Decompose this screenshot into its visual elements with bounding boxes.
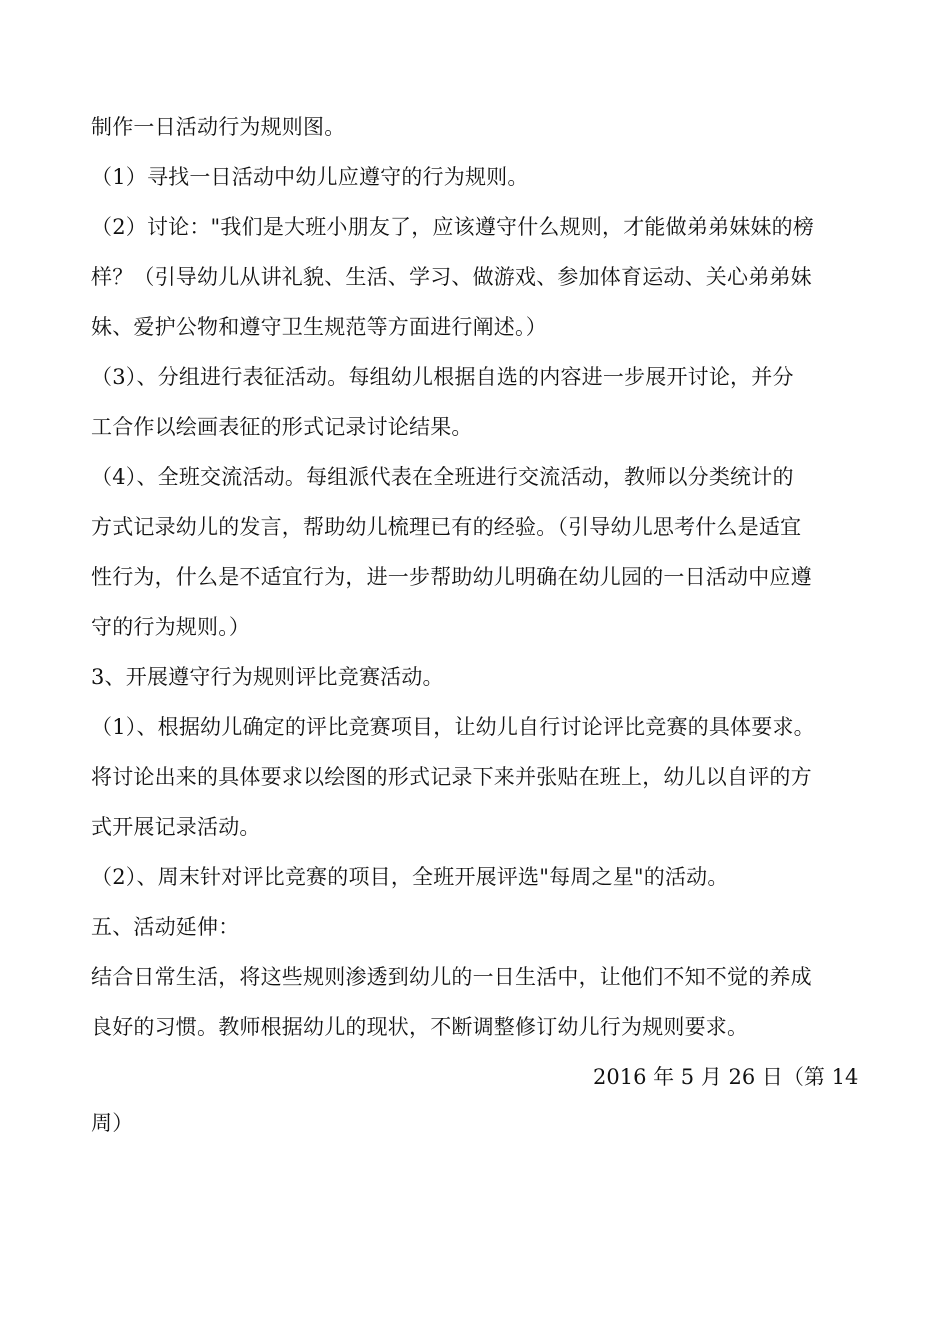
text-line-4: 样？（引导幼儿从讲礼貌、生活、学习、做游戏、参加体育运动、关心弟弟妹	[91, 265, 812, 289]
text-line-15: 式开展记录活动。	[91, 815, 261, 839]
text-line-19: 良好的习惯。教师根据幼儿的现状，不断调整修订幼儿行为规则要求。	[91, 1015, 749, 1039]
text-line-9: 方式记录幼儿的发言，帮助幼儿梳理已有的经验。（引导幼儿思考什么是适宜	[91, 515, 802, 539]
text-line-6: （3）、分组进行表征活动。每组幼儿根据自选的内容进一步展开讨论，并分	[91, 365, 794, 389]
text-line-11: 守的行为规则。）	[91, 615, 251, 639]
text-line-7: 工合作以绘画表征的形式记录讨论结果。	[91, 415, 473, 439]
section-heading-5: 五、活动延伸：	[91, 915, 240, 939]
text-line-2: （1）寻找一日活动中幼儿应遵守的行为规则。	[91, 165, 529, 189]
text-line-18: 结合日常生活，将这些规则渗透到幼儿的一日生活中，让他们不知不觉的养成	[91, 965, 812, 989]
date-line: 2016 年 5 月 26 日（第 14	[593, 1065, 859, 1089]
text-line-10: 性行为，什么是不适宜行为，进一步帮助幼儿明确在幼儿园的一日活动中应遵	[91, 565, 812, 589]
section-heading-3: 3、开展遵守行为规则评比竞赛活动。	[91, 665, 444, 689]
text-line-16: （2）、周末针对评比竞赛的项目，全班开展评选"每周之星"的活动。	[91, 865, 729, 889]
text-line-14: 将讨论出来的具体要求以绘图的形式记录下来并张贴在班上，幼儿以自评的方	[91, 765, 812, 789]
date-continuation: 周）	[91, 1111, 134, 1135]
text-line-8: （4）、全班交流活动。每组派代表在全班进行交流活动，教师以分类统计的	[91, 465, 794, 489]
text-line-5: 妹、爱护公物和遵守卫生规范等方面进行阐述。）	[91, 315, 547, 339]
text-line-3: （2）讨论："我们是大班小朋友了，应该遵守什么规则，才能做弟弟妹妹的榜	[91, 215, 815, 239]
text-line-13: （1）、根据幼儿确定的评比竞赛项目，让幼儿自行讨论评比竞赛的具体要求。	[91, 715, 815, 739]
text-line-1: 制作一日活动行为规则图。	[91, 115, 346, 139]
